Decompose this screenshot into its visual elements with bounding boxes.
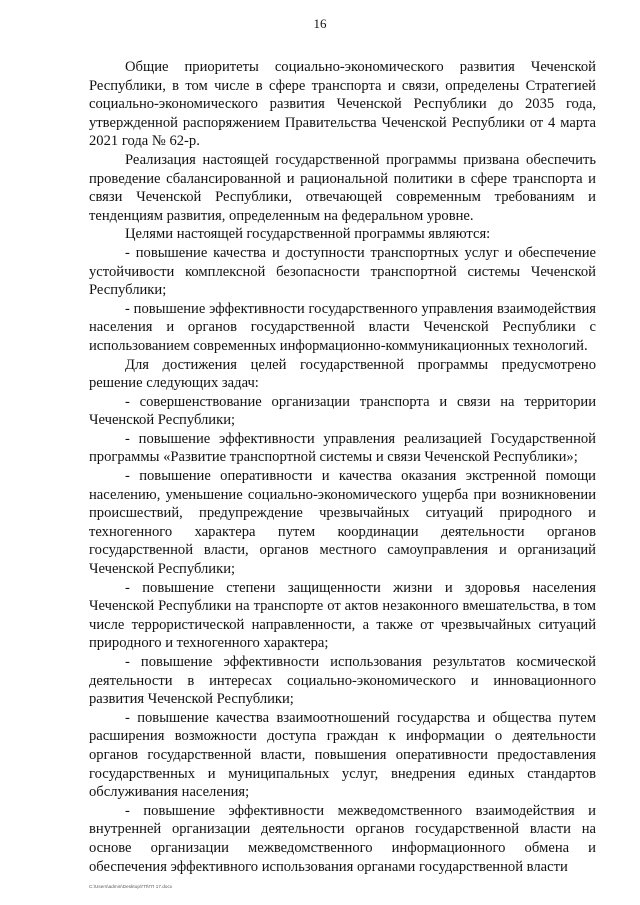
list-item-task-5: - повышение эффективности использования результатов космической деятельности в интересах социально-экономического и инновационного развития Чеченской Республики; xyxy=(89,654,596,708)
page-number: 16 xyxy=(313,16,327,31)
paragraph-program-purpose: Реализация настоящей государственной программы призвана обеспечить проведение сбалансированной и рациональной политики в сфере транспорта и связи Чеченской Республики, отвечающей современным требованиям и тенденциям развития, определенным на федеральном уровне. xyxy=(89,151,596,224)
list-item-task-1: - совершенствование организации транспорта и связи на территории Чеченской Республики; xyxy=(89,393,596,429)
list-item-goal-2: - повышение эффективности государственного управления взаимодействия населения и органов государственной власти Чеченской Республики с использованием современных информационно-коммуникационных технологий. xyxy=(89,300,596,354)
list-item-task-4: - повышение степени защищенности жизни и здоровья населения Чеченской Республики на транспорте от актов незаконного вмешательства, в том числе террористической направленности, а также от чрезвычайных ситуаций природного и техногенного характера; xyxy=(89,579,596,652)
list-item-task-7: - повышение эффективности межведомственного взаимодействия и внутренней организации деятельности органов государственной власти на основе организации межведомственного информационного обмена и обеспечения эффективного использования органами государственной власти xyxy=(89,802,596,875)
footer-file-path: С:\Users\admin\Desktop\ГП\ГП 17.docx xyxy=(89,884,173,889)
list-item-goal-1: - повышение качества и доступности транспортных услуг и обеспечение устойчивости комплексной безопасности транспортной системы Чеченской Республики; xyxy=(89,244,596,299)
list-item-task-2: - повышение эффективности управления реализацией Государственной программы «Развитие транспортной системы и связи Чеченской Республики»; xyxy=(89,430,596,466)
list-item-task-6: - повышение качества взаимоотношений государства и общества путем расширения возможности доступа граждан к информации о деятельности органов государственной власти, повышения оперативности предоставления государственных и муниципальных услуг, внедрения единых стандартов обслуживания населения; xyxy=(89,709,596,801)
paragraph-priorities: Общие приоритеты социально-экономического развития Чеченской Республики, в том числе в сфере транспорта и связи, определены Стратегией социально-экономического развития Чеченской Республики до 2035 года, утвержденной распоряжением Правительства Чеченской Республики от 4 марта 2021 года № 62-р. xyxy=(89,59,596,150)
paragraph-tasks-intro: Для достижения целей государственной программы предусмотрено решение следующих задач: xyxy=(89,356,596,392)
list-item-task-3: - повышение оперативности и качества оказания экстренной помощи населению, уменьшение социально-экономического ущерба при возникновении происшествий, предупреждение чрезвычайных ситуаций природного и техногенного характера путем координации деятельности органов государственной власти, органов местного самоуправления и организаций Чеченской Республики; xyxy=(89,468,596,578)
body-text xyxy=(89,58,596,876)
paragraph-goals-intro: Целями настоящей государственной программы являются: xyxy=(125,226,491,243)
